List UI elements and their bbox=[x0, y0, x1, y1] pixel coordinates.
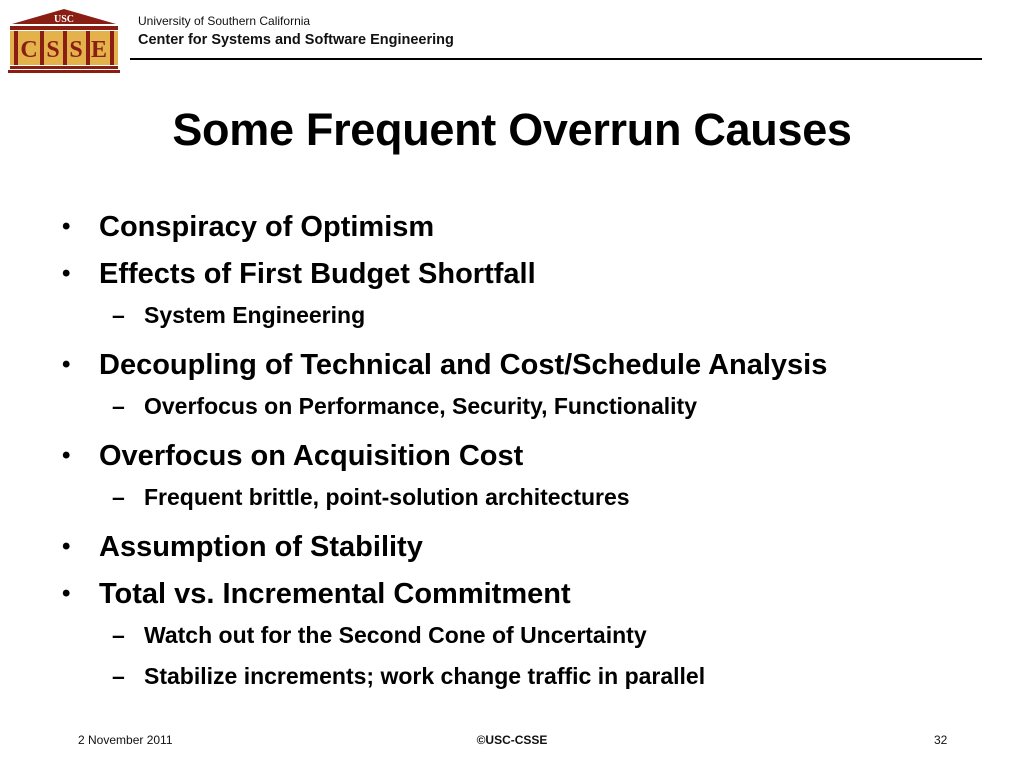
dash-icon: – bbox=[112, 622, 125, 648]
logo-letter-2: S bbox=[46, 37, 60, 63]
sub-bullet-item bbox=[62, 302, 1012, 346]
page-number: 32 bbox=[934, 733, 948, 747]
slide-header bbox=[0, 0, 1024, 80]
footer-copyright: ©USC-CSSE bbox=[476, 733, 548, 747]
bullet-item bbox=[62, 575, 1012, 622]
center-name: Center for Systems and Software Engineering bbox=[138, 32, 454, 48]
sub-bullet-text: Overfocus on Performance, Security, Functionality bbox=[144, 393, 697, 419]
sub-bullet-text: Frequent brittle, point-solution architectures bbox=[144, 484, 630, 510]
bullet-text: Total vs. Incremental Commitment bbox=[99, 578, 571, 610]
sub-bullet-text: System Engineering bbox=[144, 302, 366, 328]
dash-icon: – bbox=[112, 484, 125, 510]
bullet-text: Assumption of Stability bbox=[99, 531, 423, 563]
bullet-dot-icon: • bbox=[62, 533, 71, 560]
dash-icon: – bbox=[112, 663, 125, 689]
sub-bullet-item bbox=[62, 393, 1012, 437]
logo-letter-4: E bbox=[90, 37, 108, 63]
bullet-item bbox=[62, 255, 1012, 302]
footer-date: 2 November 2011 bbox=[78, 733, 173, 747]
logo-letter-1: C bbox=[20, 37, 38, 63]
bullet-dot-icon: • bbox=[62, 442, 71, 469]
bullet-item bbox=[62, 437, 1012, 484]
logo-usc-text: USC bbox=[53, 14, 75, 25]
sub-bullet-item bbox=[62, 622, 1012, 663]
bullet-text: Overfocus on Acquisition Cost bbox=[99, 440, 524, 472]
logo-letter-3: S bbox=[69, 37, 83, 63]
bullet-item bbox=[62, 346, 1012, 393]
dash-icon: – bbox=[112, 302, 125, 328]
bullet-item bbox=[62, 208, 1012, 255]
sub-bullet-text: Stabilize increments; work change traffic in parallel bbox=[144, 663, 706, 689]
bullet-dot-icon: • bbox=[62, 580, 71, 607]
sub-bullet-item bbox=[62, 663, 1012, 707]
bullet-text: Decoupling of Technical and Cost/Schedule Analysis bbox=[99, 349, 828, 381]
bullet-text: Conspiracy of Optimism bbox=[99, 211, 435, 243]
sub-bullet-item bbox=[62, 484, 1012, 528]
bullet-text: Effects of First Budget Shortfall bbox=[99, 258, 536, 290]
header-divider bbox=[130, 58, 982, 60]
slide-title: Some Frequent Overrun Causes bbox=[172, 104, 852, 155]
bullet-list bbox=[62, 208, 1012, 707]
university-name: University of Southern California bbox=[138, 14, 311, 28]
usc-csse-logo bbox=[8, 8, 120, 74]
bullet-dot-icon: • bbox=[62, 351, 71, 378]
bullet-item bbox=[62, 528, 1012, 575]
sub-bullet-text: Watch out for the Second Cone of Uncertainty bbox=[144, 622, 647, 648]
bullet-dot-icon: • bbox=[62, 260, 71, 287]
bullet-dot-icon: • bbox=[62, 213, 71, 240]
dash-icon: – bbox=[112, 393, 125, 419]
